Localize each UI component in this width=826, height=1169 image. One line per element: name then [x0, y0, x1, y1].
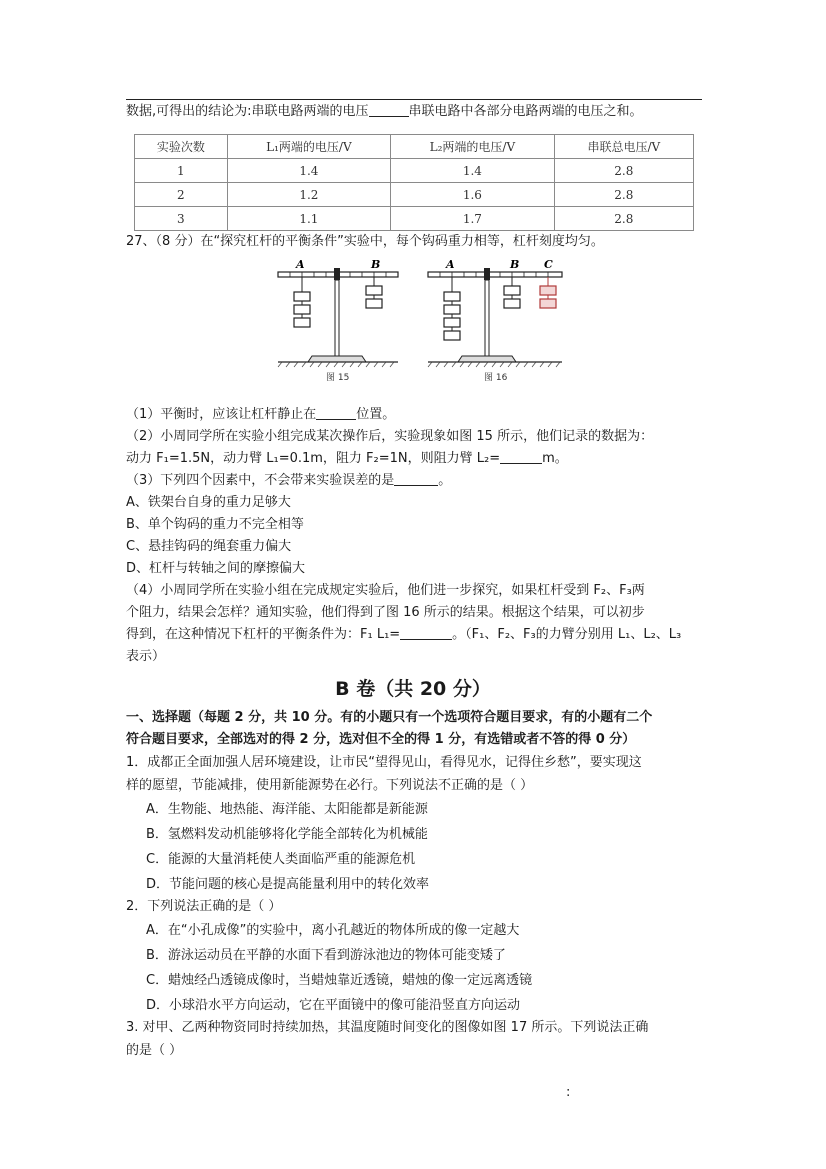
fig16-caption: 图 16	[484, 373, 508, 383]
label-a: A	[446, 258, 455, 271]
q1-line2: 样的愿望，节能减排，使用新能源势在必行。下列说法不正确的是（ ）	[126, 778, 534, 793]
answer-blank	[394, 471, 438, 486]
weight	[366, 286, 382, 295]
pivot	[484, 268, 490, 280]
q1-option: A．生物能、地热能、海洋能、太阳能都是新能源	[146, 802, 428, 817]
fig15-caption: 图 15	[326, 373, 350, 383]
q27-part2-line1: （2）小周同学所在实验小组完成某次操作后，实验现象如图 15 所示，他们记录的数据为：	[126, 429, 654, 444]
table-cell: 2.8	[554, 159, 693, 183]
table-cell: 2	[135, 183, 228, 207]
header-rule	[126, 99, 702, 100]
stand-pole	[335, 280, 339, 356]
q27-option: B、单个钩码的重力不完全相等	[126, 517, 304, 532]
table-header: L₁两端的电压/V	[227, 135, 391, 159]
table-cell: 1.6	[391, 183, 555, 207]
answer-blank	[400, 625, 452, 640]
lever-figures	[276, 258, 566, 394]
figure-15	[278, 258, 398, 383]
q27-option: D、杠杆与转轴之间的摩擦偏大	[126, 561, 306, 576]
stand-pole	[485, 280, 489, 356]
q27-option: A、铁架台自身的重力足够大	[126, 495, 291, 510]
weight	[444, 292, 460, 301]
q2-line: 2．下列说法正确的是（ ）	[126, 899, 282, 914]
weight	[444, 318, 460, 327]
q2-option: D．小球沿水平方向运动，它在平面镜中的像可能沿竖直方向运动	[146, 998, 521, 1013]
table-header: 实验次数	[135, 135, 228, 159]
weight-red	[540, 299, 556, 308]
q27-option: C、悬挂钩码的绳套重力偏大	[126, 539, 292, 554]
table-cell: 1	[135, 159, 228, 183]
weight	[294, 305, 310, 314]
table-header-row	[135, 135, 694, 159]
q27-part4-line2: 个阻力，结果会怎样？通知实验，他们得到了图 16 所示的结果。根据这个结果，可以初步	[126, 605, 645, 620]
weight	[504, 299, 520, 308]
table-cell: 1.1	[227, 207, 391, 231]
conclusion-line: 数据,可得出的结论为:串联电路两端的电压 串联电路中各部分电路两端的电压之和。	[126, 104, 643, 119]
q27-part4-line3: 得到，在这种情况下杠杆的平衡条件为：F₁ L₁= 。（F₁、F₂、F₃的力臂分别用 L₁、L₂、L₃	[126, 627, 682, 642]
table-row	[135, 159, 694, 183]
section-b-heading-line1: 一、选择题（每题 2 分，共 10 分。有的小题只有一个选项符合题目要求，有的小题有二个	[126, 710, 653, 725]
weight	[366, 299, 382, 308]
q27-part4-line1: （4）小周同学所在实验小组在完成规定实验后，他们进一步探究，如果杠杆受到 F₂、F₃两	[126, 583, 645, 598]
q2-option: A．在“小孔成像”的实验中，离小孔越近的物体所成的像一定越大	[146, 923, 520, 938]
table-cell: 2.8	[554, 207, 693, 231]
q27-intro: 27、（8 分）在“探究杠杆的平衡条件”实验中，每个钩码重力相等，杠杆刻度均匀。	[126, 234, 604, 249]
label-b: B	[510, 258, 520, 271]
label-a: A	[296, 258, 305, 271]
table-cell: 1.2	[227, 183, 391, 207]
answer-blank	[316, 405, 356, 420]
lever-bar	[428, 272, 562, 277]
q27-part3: （3）下列四个因素中，不会带来实验误差的是 。	[126, 473, 452, 488]
weight-red	[540, 286, 556, 295]
table-cell: 2.8	[554, 183, 693, 207]
q3-line1: 3. 对甲、乙两种物资同时持续加热，其温度随时间变化的图像如图 17 所示。下列说法正确	[126, 1020, 649, 1035]
weight	[504, 286, 520, 295]
label-b: B	[371, 258, 381, 271]
q1-option: B．氢燃料发动机能够将化学能全部转化为机械能	[146, 827, 428, 842]
section-b-heading-line2: 符合题目要求，全部选对的得 2 分，选对但不全的得 1 分，有选错或者不答的得 0 分）	[126, 732, 636, 747]
table-cell: 3	[135, 207, 228, 231]
weight	[294, 318, 310, 327]
q27-part2-line2: 动力 F₁=1.5N，动力臂 L₁=0.1m，阻力 F₂=1N，则阻力臂 L₂= m。	[126, 451, 568, 466]
figure-16	[428, 258, 562, 383]
section-b-title: B 卷（共 20 分）	[335, 678, 491, 700]
footer-mark: :	[566, 1085, 571, 1100]
voltage-table	[134, 134, 694, 231]
q27-part1: （1）平衡时，应该让杠杆静止在 位置。	[126, 407, 396, 422]
table-row	[135, 183, 694, 207]
answer-blank	[369, 102, 409, 117]
table-header: 串联总电压/V	[554, 135, 693, 159]
q2-option: C．蜡烛经凸透镜成像时，当蜡烛靠近透镜，蜡烛的像一定远离透镜	[146, 973, 533, 988]
pivot	[334, 268, 340, 280]
q3-line2: 的是（ ）	[126, 1043, 183, 1058]
table-cell: 1.4	[391, 159, 555, 183]
table-cell: 1.7	[391, 207, 555, 231]
weight	[444, 305, 460, 314]
q1-option: D．节能问题的核心是提高能量利用中的转化效率	[146, 877, 430, 892]
table-cell: 1.4	[227, 159, 391, 183]
table-header: L₂两端的电压/V	[391, 135, 555, 159]
stand-base	[308, 356, 366, 362]
answer-blank	[500, 449, 542, 464]
q1-line1: 1．成都正全面加强人居环境建设，让市民“望得见山，看得见水，记得住乡愁”，要实现这	[126, 755, 642, 770]
q27-part4-line4: 表示）	[126, 649, 166, 664]
q1-option: C．能源的大量消耗使人类面临严重的能源危机	[146, 852, 416, 867]
q2-option: B．游泳运动员在平静的水面下看到游泳池边的物体可能变矮了	[146, 948, 506, 963]
table-row	[135, 207, 694, 231]
weight	[294, 292, 310, 301]
label-c: C	[544, 258, 553, 271]
weight	[444, 331, 460, 340]
stand-base	[458, 356, 516, 362]
